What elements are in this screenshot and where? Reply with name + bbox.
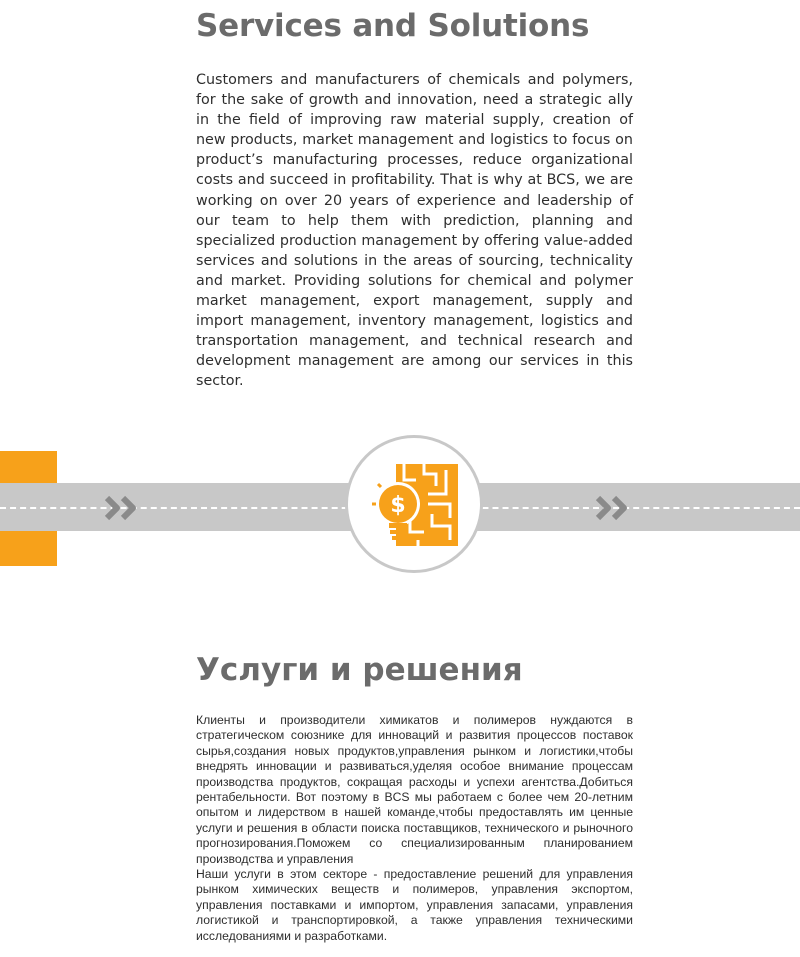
section-paragraph-en: Customers and manufacturers of chemicals and polymers, for the sake of growth and innovation, need a strategic ally in the field of improving raw material supply, creation of new products, market management and logistics to focus on product’s manufacturing processes, reduce organizational costs and succeed in profitability. That is why at BCS, we are working on over 20 years of experience and leadership of our team to help them with prediction, planning and specialized production management by offering value-added services and solutions in the areas of sourcing, technicality and market. Providing solutions for chemical and polymer market management, export management, supply and import management, inventory management, logistics and transportation management, and technical research and development management are among our services in this sector. (196, 72, 633, 390)
paragraph-ru-2: Наши услуги в этом секторе - предоставление решений для управления рынком химических веществ и полимеров, управления экспортом, управления поставками и импортом, управления запасами, управления логистикой и транспортировкой, а также управления техническими исследованиями и разработками. (196, 867, 633, 943)
section-paragraph-ru (196, 713, 633, 944)
decorative-road-band (0, 430, 800, 590)
double-chevron-right-icon (594, 494, 634, 522)
money-bulb-maze-icon (362, 452, 466, 556)
svg-text:$: $ (390, 493, 406, 518)
section-title-en: Services and Solutions (196, 8, 590, 44)
double-chevron-right-icon (103, 494, 143, 522)
section-title-ru: Услуги и решения (196, 652, 523, 688)
icon-circle (345, 435, 483, 573)
paragraph-ru-1: Клиенты и производители химикатов и полимеров нуждаются в стратегическом союзнике для инноваций и развития процессов поставок сырья,создания новых продуктов,управления рынком и логистики,чтобы внедрять инновации и развиваться,уделяя особое внимание процессам производства продуктов, сокращая расходы и успехи агентства.Добиться рентабельности. Вот поэтому в BCS мы работаем с более чем 20-летним опытом и лидерством в нашей команде,чтобы предоставлять им ценные услуги и решения в области поиска поставщиков, технического и рыночного прогнозирования.Поможем со специализированным планированием производства и управления (196, 713, 633, 866)
